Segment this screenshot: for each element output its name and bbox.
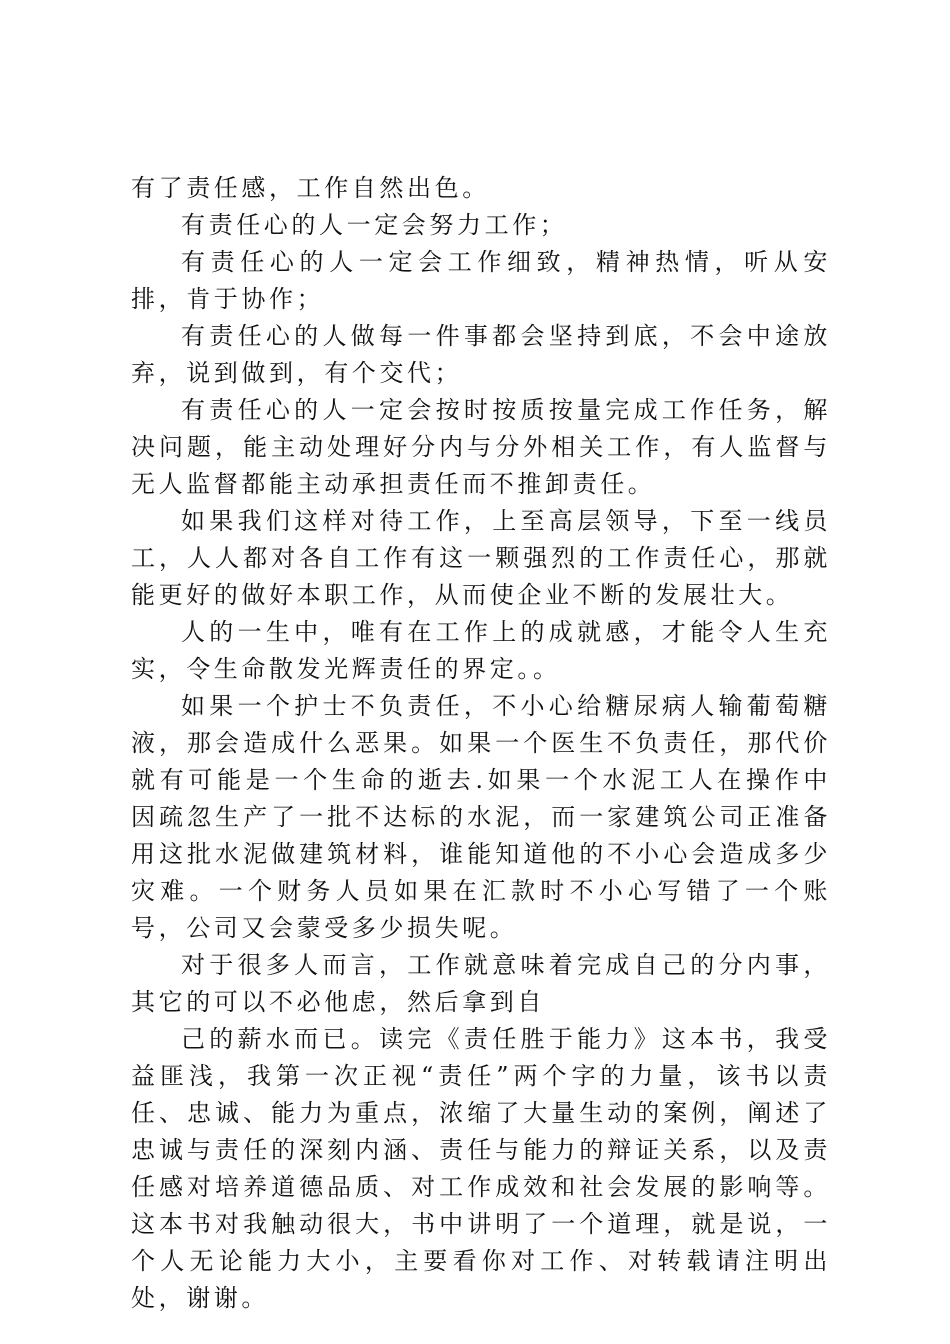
- paragraph: 有责任心的人做每一件事都会坚持到底，不会中途放弃，说到做到，有个交代；: [131, 322, 831, 387]
- paragraph: 有责任心的人一定会努力工作；: [181, 211, 568, 239]
- paragraph: 人的一生中，唯有在工作上的成就感，才能令人生充实，令生命散发光辉责任的界定。。: [131, 618, 831, 683]
- paragraph: 有责任心的人一定会按时按质按量完成工作任务，解决问题，能主动处理好分内与分外相关工作，有人监督与无人监督都能主动承担责任而不推卸责任。: [131, 396, 831, 498]
- document-body: [131, 170, 831, 1317]
- paragraph: 对于很多人而言，工作就意味着完成自己的分内事，其它的可以不必他虑，然后拿到自: [131, 951, 831, 1016]
- paragraph: 有了责任感，工作自然出色。: [131, 174, 490, 202]
- paragraph: 如果我们这样对待工作，上至高层领导，下至一线员工，人人都对各自工作有这一颗强烈的工作责任心，那就能更好的做好本职工作，从而使企业不断的发展壮大。: [131, 507, 831, 609]
- paragraph: 如果一个护士不负责任，不小心给糖尿病人输葡萄糖液，那会造成什么恶果。如果一个医生不负责任，那代价就有可能是一个生命的逝去.如果一个水泥工人在操作中因疏忽生产了一批不达标的水泥，而一家建筑公司正准备用这批水泥做建筑材料，谁能知道他的不小心会造成多少灾难。一个财务人员如果在汇款时不小心写错了一个账号，公司又会蒙受多少损失呢。: [131, 692, 831, 942]
- paragraph: 有责任心的人一定会工作细致，精神热情，听从安排，肯于协作；: [131, 248, 831, 313]
- paragraph: 己的薪水而已。读完《责任胜于能力》这本书，我受益匪浅，我第一次正视“责任”两个字的力量，该书以责任、忠诚、能力为重点，浓缩了大量生动的案例，阐述了忠诚与责任的深刻内涵、责任与能力的辩证关系，以及责任感对培养道德品质、对工作成效和社会发展的影响等。这本书对我触动很大，书中讲明了一个道理，就是说，一个人无论能力大小，主要看你对工作、对转载请注明出处，谢谢。: [131, 1025, 831, 1312]
